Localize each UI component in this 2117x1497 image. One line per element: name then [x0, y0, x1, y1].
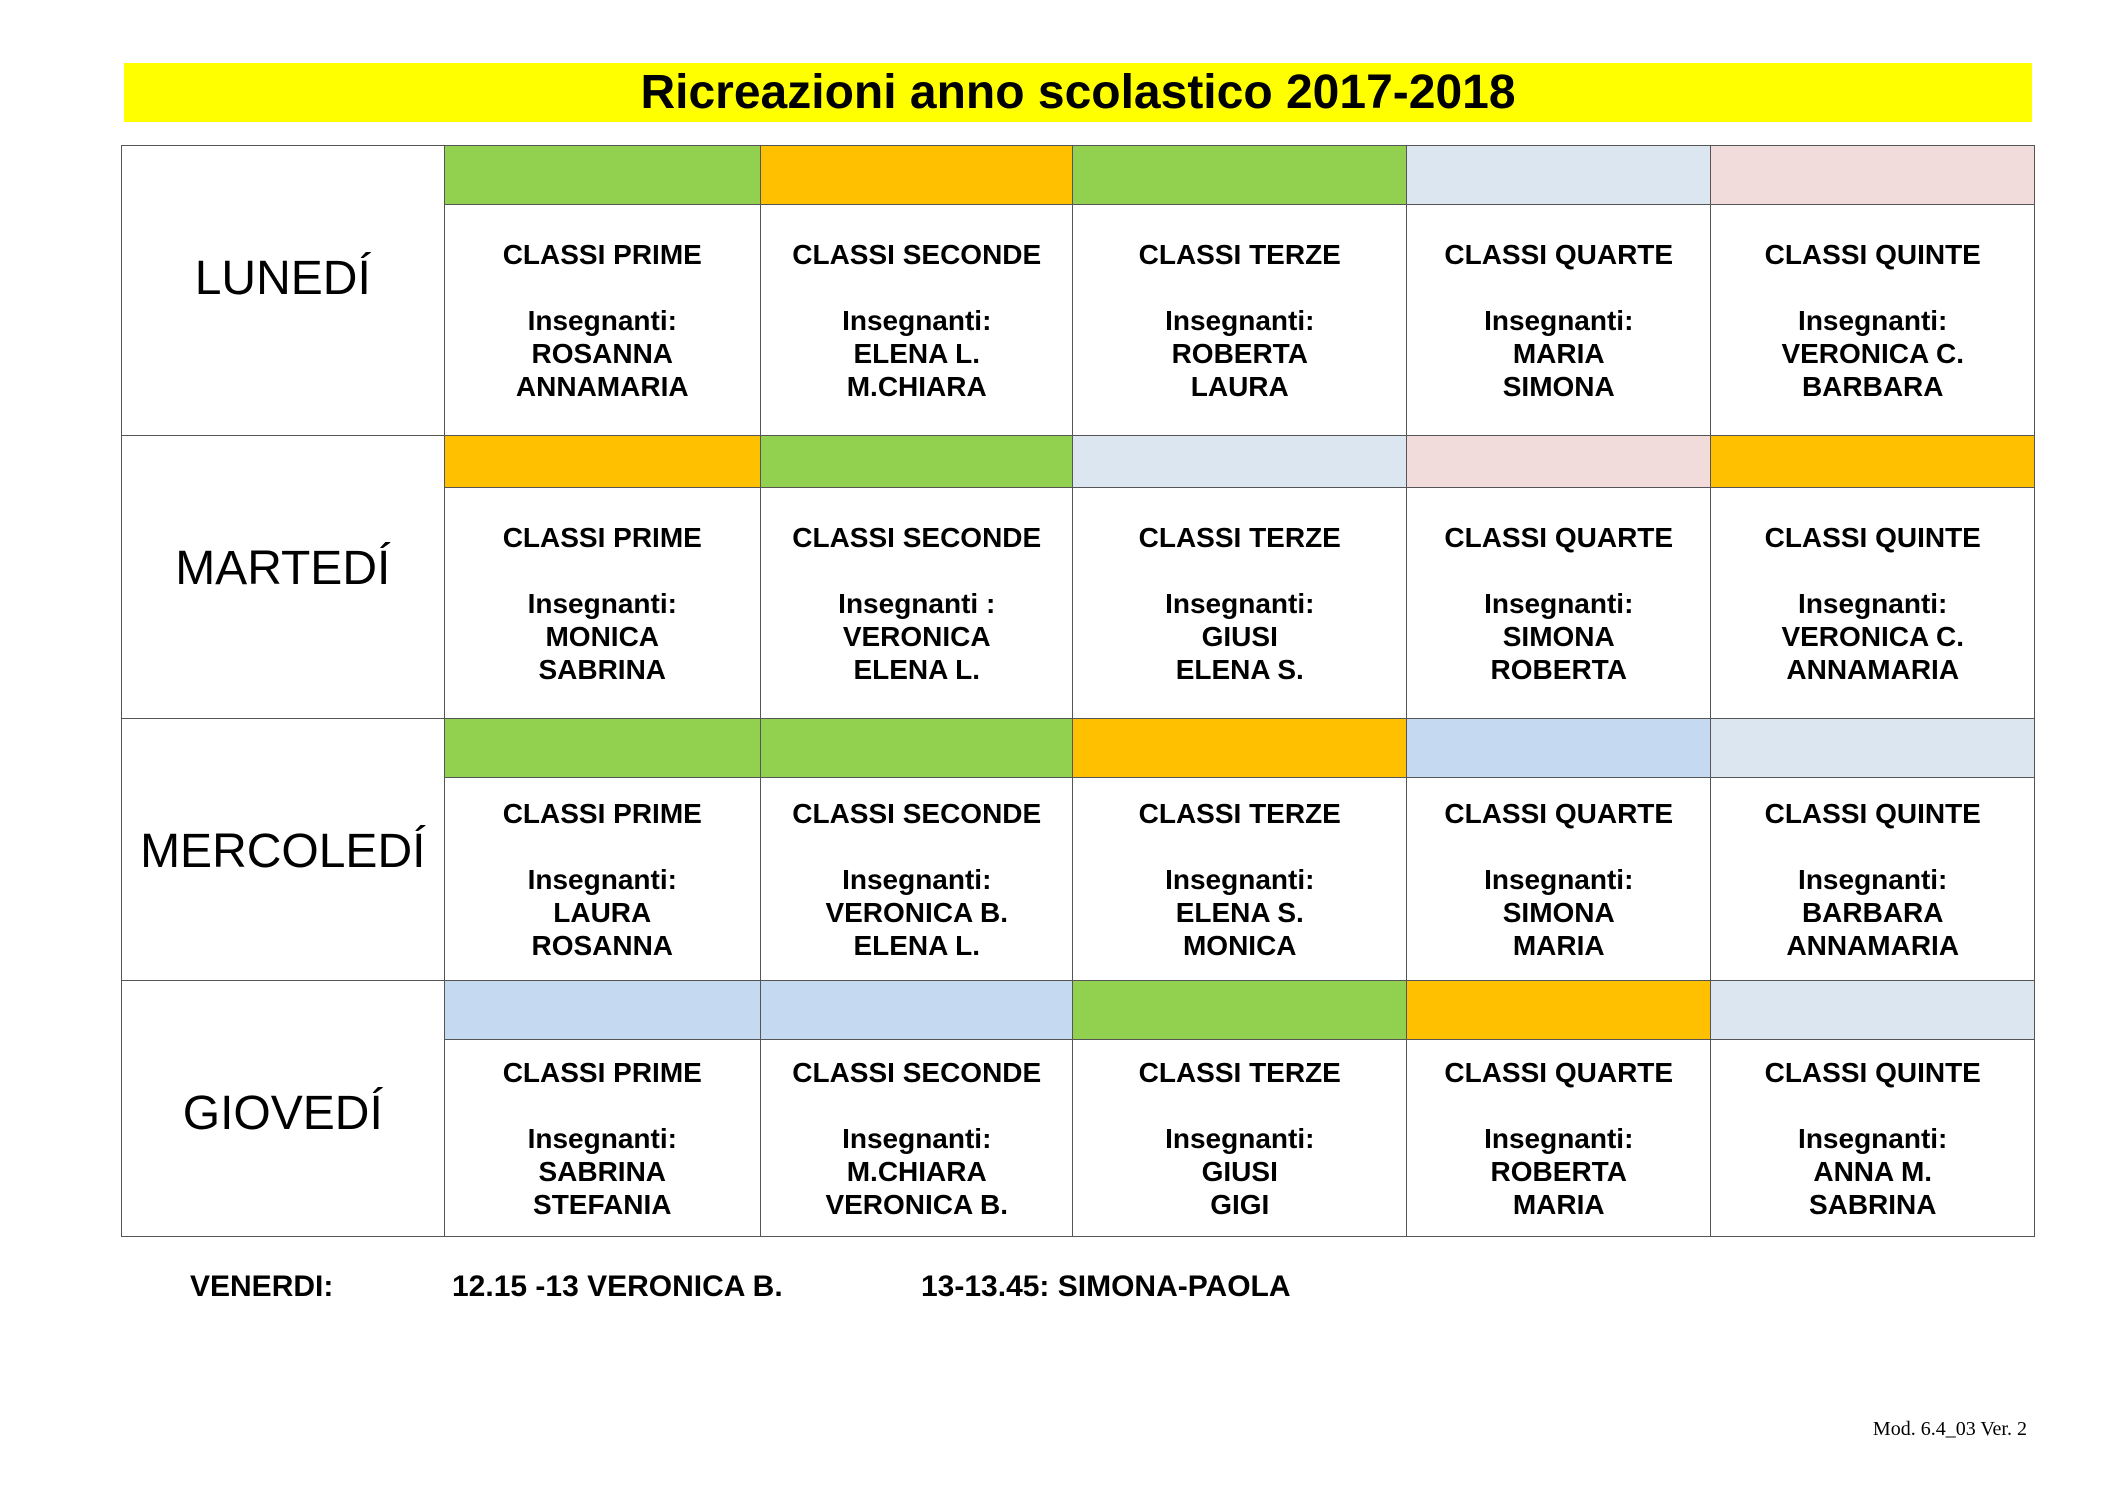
- color-swatch: [1073, 146, 1407, 205]
- color-swatch: [1407, 981, 1711, 1040]
- teacher-name: M.CHIARA: [846, 1155, 987, 1187]
- day-name: LUNEDÍ: [122, 146, 445, 436]
- teachers-label: Insegnanti:: [527, 863, 677, 895]
- class-name: CLASSI SECONDE: [792, 797, 1042, 829]
- color-swatch: [444, 981, 760, 1040]
- color-swatch: [444, 719, 760, 778]
- class-name: CLASSI QUINTE: [1764, 1056, 1981, 1088]
- teachers-label: Insegnanti:: [527, 587, 677, 619]
- class-cell: [1711, 205, 2035, 436]
- teacher-name: VERONICA: [842, 620, 991, 652]
- class-cell: [1073, 778, 1407, 981]
- teacher-name: MARIA: [1512, 929, 1605, 961]
- class-cell: [1711, 488, 2035, 719]
- page-title: Ricreazioni anno scolastico 2017-2018: [640, 66, 1516, 119]
- color-swatch: [1711, 719, 2035, 778]
- class-name: CLASSI QUINTE: [1764, 238, 1981, 270]
- teacher-name: ANNA M.: [1813, 1155, 1933, 1187]
- color-swatch: [1407, 719, 1711, 778]
- teacher-name: ELENA L.: [853, 653, 980, 685]
- class-name: CLASSI TERZE: [1138, 238, 1341, 270]
- teacher-name: SIMONA: [1502, 370, 1615, 402]
- teacher-name: ROBERTA: [1490, 1155, 1627, 1187]
- class-cell: [444, 778, 760, 981]
- teacher-name: SIMONA: [1502, 896, 1615, 928]
- class-cell: [1407, 205, 1711, 436]
- teacher-name: ANNAMARIA: [515, 370, 689, 402]
- teacher-name: GIUSI: [1201, 620, 1278, 652]
- class-cell: [1073, 1040, 1407, 1237]
- teacher-name: ROBERTA: [1171, 337, 1308, 369]
- teachers-label: Insegnanti:: [1165, 863, 1315, 895]
- swatch-row: [122, 146, 2035, 205]
- teachers-label: Insegnanti:: [842, 304, 992, 336]
- swatch-row: [122, 436, 2035, 488]
- teacher-name: VERONICA B.: [825, 1188, 1008, 1220]
- color-swatch: [444, 146, 760, 205]
- friday-slot-1: 12.15 -13 VERONICA B.: [452, 1270, 783, 1303]
- teacher-name: SABRINA: [538, 653, 667, 685]
- color-swatch: [1711, 146, 2035, 205]
- class-name: CLASSI TERZE: [1138, 521, 1341, 553]
- class-cell: [761, 488, 1073, 719]
- teacher-name: SABRINA: [1808, 1188, 1937, 1220]
- color-swatch: [761, 719, 1073, 778]
- teachers-label: Insegnanti:: [1484, 304, 1634, 336]
- teacher-name: ANNAMARIA: [1786, 929, 1960, 961]
- color-swatch: [1407, 436, 1711, 488]
- class-cell: [761, 778, 1073, 981]
- day-name: MARTEDÍ: [122, 436, 445, 719]
- class-cell: [1711, 1040, 2035, 1237]
- class-name: CLASSI QUINTE: [1764, 797, 1981, 829]
- teacher-name: STEFANIA: [533, 1188, 672, 1220]
- teachers-label: Insegnanti:: [1798, 863, 1948, 895]
- teachers-label: Insegnanti:: [1798, 1122, 1948, 1154]
- color-swatch: [1711, 436, 2035, 488]
- color-swatch: [1073, 981, 1407, 1040]
- teacher-name: ELENA L.: [853, 337, 980, 369]
- teacher-name: M.CHIARA: [846, 370, 987, 402]
- teacher-name: ROBERTA: [1490, 653, 1627, 685]
- day-name: GIOVEDÍ: [122, 981, 445, 1237]
- teachers-label: Insegnanti:: [842, 1122, 992, 1154]
- teachers-label: Insegnanti:: [1798, 304, 1948, 336]
- teacher-name: VERONICA C.: [1781, 337, 1964, 369]
- color-swatch: [1073, 436, 1407, 488]
- color-swatch: [444, 436, 760, 488]
- teacher-name: GIUSI: [1201, 1155, 1278, 1187]
- teacher-name: MONICA: [1182, 929, 1297, 961]
- teachers-label: Insegnanti:: [1484, 863, 1634, 895]
- color-swatch: [1711, 981, 2035, 1040]
- teachers-label: Insegnanti:: [1165, 1122, 1315, 1154]
- class-cell: [761, 205, 1073, 436]
- teacher-name: ANNAMARIA: [1786, 653, 1960, 685]
- teachers-label: Insegnanti:: [1798, 587, 1948, 619]
- teacher-name: ELENA S.: [1175, 653, 1304, 685]
- friday-label: VENERDI:: [190, 1270, 334, 1303]
- teacher-name: LAURA: [553, 896, 652, 928]
- color-swatch: [761, 436, 1073, 488]
- class-name: CLASSI QUINTE: [1764, 521, 1981, 553]
- class-cell: [444, 205, 760, 436]
- teachers-label: Insegnanti :: [838, 587, 996, 619]
- class-name: CLASSI QUARTE: [1444, 797, 1674, 829]
- form-code: Mod. 6.4_03 Ver. 2: [1872, 1418, 2027, 1440]
- class-name: CLASSI TERZE: [1138, 1056, 1341, 1088]
- teacher-name: SABRINA: [538, 1155, 667, 1187]
- teachers-label: Insegnanti:: [842, 863, 992, 895]
- color-swatch: [1407, 146, 1711, 205]
- day-name: MERCOLEDÍ: [122, 719, 445, 981]
- teacher-name: GIGI: [1210, 1188, 1270, 1220]
- teacher-name: ELENA S.: [1175, 896, 1304, 928]
- class-name: CLASSI PRIME: [502, 238, 702, 270]
- class-cell: [1073, 205, 1407, 436]
- teacher-name: BARBARA: [1801, 896, 1944, 928]
- teachers-label: Insegnanti:: [1484, 1122, 1634, 1154]
- color-swatch: [1073, 719, 1407, 778]
- teacher-name: SIMONA: [1502, 620, 1615, 652]
- class-cell: [444, 488, 760, 719]
- teachers-label: Insegnanti:: [1165, 304, 1315, 336]
- class-name: CLASSI SECONDE: [792, 1056, 1042, 1088]
- teachers-label: Insegnanti:: [1165, 587, 1315, 619]
- teacher-name: ELENA L.: [853, 929, 980, 961]
- teacher-name: ROSANNA: [531, 337, 674, 369]
- teacher-name: ROSANNA: [531, 929, 674, 961]
- swatch-row: [122, 719, 2035, 778]
- color-swatch: [761, 146, 1073, 205]
- class-cell: [1407, 778, 1711, 981]
- teacher-name: BARBARA: [1801, 370, 1944, 402]
- class-cell: [444, 1040, 760, 1237]
- teacher-name: VERONICA B.: [825, 896, 1008, 928]
- class-name: CLASSI PRIME: [502, 797, 702, 829]
- teacher-name: MARIA: [1512, 1188, 1605, 1220]
- class-name: CLASSI QUARTE: [1444, 1056, 1674, 1088]
- teacher-name: MARIA: [1512, 337, 1605, 369]
- class-name: CLASSI TERZE: [1138, 797, 1341, 829]
- class-cell: [1407, 488, 1711, 719]
- class-cell: [1407, 1040, 1711, 1237]
- class-name: CLASSI SECONDE: [792, 238, 1042, 270]
- class-cell: [1073, 488, 1407, 719]
- class-name: CLASSI QUARTE: [1444, 238, 1674, 270]
- teachers-label: Insegnanti:: [527, 1122, 677, 1154]
- class-name: CLASSI QUARTE: [1444, 521, 1674, 553]
- friday-slot-2: 13-13.45: SIMONA-PAOLA: [921, 1270, 1291, 1303]
- teachers-label: Insegnanti:: [527, 304, 677, 336]
- class-name: CLASSI PRIME: [502, 1056, 702, 1088]
- teacher-name: VERONICA C.: [1781, 620, 1964, 652]
- teacher-name: MONICA: [545, 620, 660, 652]
- class-name: CLASSI PRIME: [502, 521, 702, 553]
- schedule-table: [121, 145, 2035, 1237]
- title-banner: [124, 63, 2032, 122]
- teachers-label: Insegnanti:: [1484, 587, 1634, 619]
- teacher-name: LAURA: [1190, 370, 1289, 402]
- class-name: CLASSI SECONDE: [792, 521, 1042, 553]
- swatch-row: [122, 981, 2035, 1040]
- class-cell: [761, 1040, 1073, 1237]
- class-cell: [1711, 778, 2035, 981]
- color-swatch: [761, 981, 1073, 1040]
